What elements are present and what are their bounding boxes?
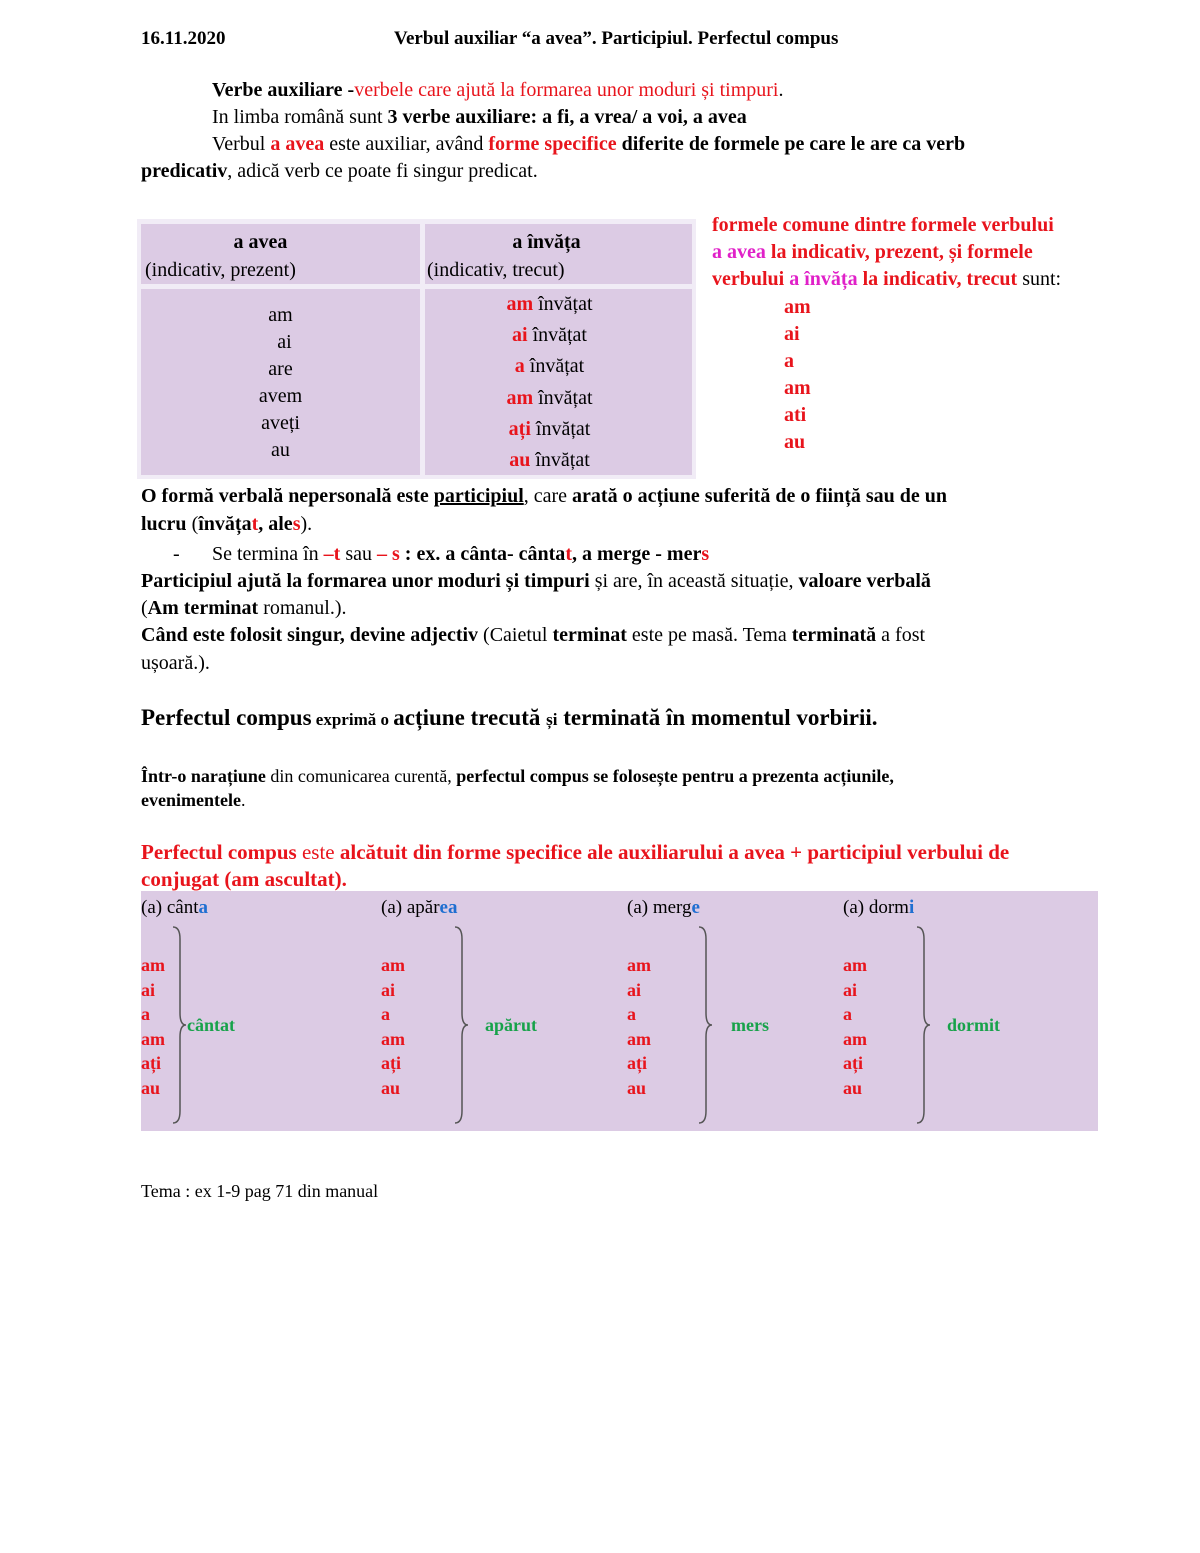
brace-icon	[453, 925, 469, 1125]
side-note-form: a	[784, 350, 794, 372]
conjugation-table: (a) cânta am ai a am ați au cântat (a) apărea am ai a am ați au apărut (a) merge am ai a am ați au mers (a) dormi am ai a am ați au dormit	[141, 891, 1098, 1131]
side-note-form: am	[784, 296, 811, 318]
table-cell-avea-forms: am ai are avem aveți au	[141, 289, 420, 475]
intro-line-1: Verbe auxiliare -verbele care ajută la formarea unor moduri și timpuri.	[212, 79, 784, 101]
narrative-line-2: evenimentele.	[141, 790, 246, 810]
intro-line-2: In limba română sunt 3 verbe auxiliare: a fi, a vrea/ a voi, a avea	[212, 106, 747, 128]
brace-icon	[915, 925, 931, 1125]
side-note-line-2: a avea la indicativ, prezent, și formele	[712, 241, 1033, 263]
side-note-form: au	[784, 431, 806, 453]
document-title: Verbul auxiliar “a avea”. Participiul. Perfectul compus	[394, 28, 839, 49]
table-header-invata: a învăța (indicativ, trecut)	[425, 224, 692, 284]
participle-line-5: Când este folosit singur, devine adjectiv (Caietul terminat este pe masă. Tema terminată a fost	[141, 624, 926, 646]
rule-line-2: conjugat (am ascultat).	[141, 867, 347, 891]
perfect-heading: Perfectul compus exprimă o acțiune trecută și terminată în momentul vorbirii.	[141, 705, 878, 730]
participle-line-4: (Am terminat romanul.).	[141, 597, 347, 619]
narrative-line-1: Într-o narațiune din comunicarea curentă, perfectul compus se folosește pentru a prezenta acțiunile,	[141, 766, 894, 786]
homework-note: Tema : ex 1-9 pag 71 din manual	[141, 1181, 379, 1201]
auxiliary-table	[137, 219, 696, 479]
participle-line-2: lucru (învățat, ales).	[141, 513, 313, 535]
table-cell-invata-forms: am învățat ai învățat a învățat am învățat ați învățat au învățat	[425, 289, 692, 475]
rule-line-1: Perfectul compus este alcătuit din forme specifice ale auxiliarului a avea + participiul verbului de	[141, 840, 1010, 864]
participle-bullet-dash: -	[173, 543, 180, 565]
intro-line-3: Verbul a avea este auxiliar, având forme specifice diferite de formele pe care le are ca verb	[212, 133, 966, 155]
brace-icon	[171, 925, 187, 1125]
participle-line-3: Participiul ajută la formarea unor moduri și timpuri și are, în această situație, valoare verbală	[141, 570, 931, 592]
side-note-form: am	[784, 377, 811, 399]
side-note-form: ai	[784, 323, 800, 345]
participle-line-1: O formă verbală nepersonală este participiul, care arată o acțiune suferită de o ființă sau de un	[141, 485, 948, 507]
brace-icon	[697, 925, 713, 1125]
intro-line-4: predicativ, adică verb ce poate fi singur predicat.	[141, 160, 538, 182]
document-date: 16.11.2020	[141, 28, 226, 49]
side-note-line-3: verbului a învăța la indicativ, trecut sunt:	[712, 268, 1062, 290]
side-note-line-1: formele comune dintre formele verbului	[712, 214, 1054, 236]
table-header-avea: a avea (indicativ, prezent)	[141, 224, 420, 284]
participle-bullet: Se termina în –t sau – s : ex. a cânta- cântat, a merge - mers	[212, 543, 710, 565]
side-note-form: ati	[784, 404, 807, 426]
participle-line-6: ușoară.).	[141, 652, 210, 674]
